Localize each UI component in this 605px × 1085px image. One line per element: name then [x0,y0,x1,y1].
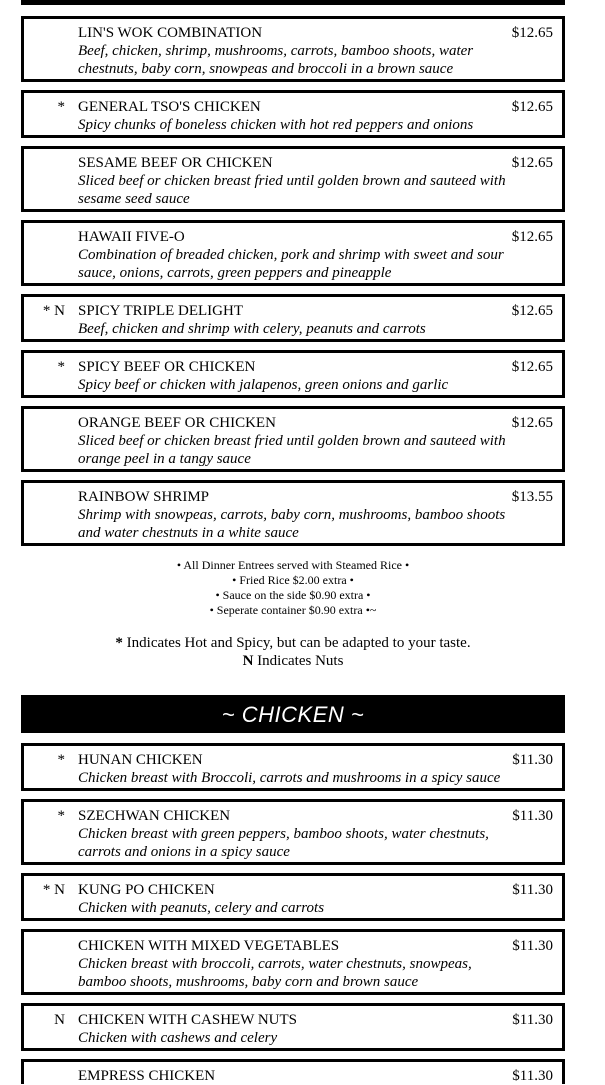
note-line: • Seperate container $0.90 extra •~ [209,603,377,617]
item-description: Spicy chunks of boneless chicken with hot red peppers and onions [78,117,474,133]
item-price: $11.30 [512,1068,553,1084]
note-line: • Sauce on the side $0.90 extra • [215,588,371,602]
item-description: Chicken breast with broccoli, carrots, water chestnuts, snowpeas, bamboo shoots, mushrooms, baby corn and brown sauce [78,956,472,990]
menu-item [21,16,565,82]
item-price: $11.30 [512,808,553,824]
legend-nuts-text: Indicates Nuts [253,653,344,669]
menu-item [21,929,565,995]
item-description: Chicken with cashews and celery [78,1030,278,1046]
item-price: $13.55 [511,489,553,505]
item-price: $11.30 [512,752,553,768]
item-price: $12.65 [511,415,553,431]
legend-hot-symbol: * [115,635,123,651]
item-mark: * [57,752,65,768]
item-price: $12.65 [511,359,553,375]
menu-item [21,146,565,212]
legend-hot-text: Indicates Hot and Spicy, but can be adapted to your taste. [122,635,471,651]
item-price: $11.30 [512,1012,553,1028]
menu-item [21,799,565,865]
menu-item [21,294,565,342]
legend-nuts [21,652,565,670]
menu-item [21,90,565,138]
legend [21,634,565,670]
item-description: Beef, chicken and shrimp with celery, peanuts and carrots [78,321,426,337]
menu-item [21,743,565,791]
item-name: CHICKEN WITH MIXED VEGETABLES [78,938,340,954]
item-price: $12.65 [511,25,553,41]
menu-item [21,350,565,398]
item-name: CHICKEN WITH CASHEW NUTS [78,1012,298,1028]
item-mark: * N [42,303,65,319]
item-price: $11.30 [512,938,553,954]
item-mark: * [57,808,65,824]
item-price: $12.65 [511,229,553,245]
item-price: $11.30 [512,882,553,898]
item-description: Chicken breast with Broccoli, carrots and mushrooms in a spicy sauce [78,770,501,786]
item-name: SZECHWAN CHICKEN [78,808,231,824]
menu-item [21,480,565,546]
top-divider [21,0,565,5]
item-name: SPICY BEEF OR CHICKEN [78,359,256,375]
item-price: $12.65 [511,303,553,319]
item-description: Chicken with peanuts, celery and carrots [78,900,325,916]
legend-hot [21,634,565,652]
legend-nuts-symbol: N [242,653,254,669]
item-name: RAINBOW SHRIMP [78,489,209,505]
item-name: ORANGE BEEF OR CHICKEN [78,415,276,431]
item-description: Beef, chicken, shrimp, mushrooms, carrots, bamboo shoots, water chestnuts, baby corn, snowpeas and broccoli in a brown sauce [78,43,474,77]
item-description: Sliced beef or chicken breast fried until golden brown and sauteed with orange peel in a tangy sauce [78,433,506,467]
item-mark: * [57,359,65,375]
section-header-chicken: ~ CHICKEN ~ [21,695,565,733]
menu-item [21,1003,565,1051]
menu-item [21,220,565,286]
item-description: Shrimp with snowpeas, carrots, baby corn, mushrooms, bamboo shoots and water chestnuts in a white sauce [78,507,506,541]
item-name: HUNAN CHICKEN [78,752,203,768]
dinner-notes [21,558,565,618]
item-name: EMPRESS CHICKEN [78,1068,216,1084]
item-description: Chicken breast with green peppers, bamboo shoots, water chestnuts, carrots and onions in a spicy sauce [78,826,489,860]
menu-item [21,1059,565,1084]
note-line: • Fried Rice $2.00 extra • [232,573,354,587]
item-description: Combination of breaded chicken, pork and shrimp with sweet and sour sauce, onions, carrots, green peppers and pineapple [78,247,504,281]
item-mark: * N [42,882,65,898]
item-name: LIN'S WOK COMBINATION [78,25,263,41]
item-mark: N [54,1012,65,1028]
menu-item [21,873,565,921]
item-price: $12.65 [511,155,553,171]
note-line: • All Dinner Entrees served with Steamed Rice • [176,558,410,572]
item-description: Sliced beef or chicken breast fried until golden brown and sauteed with sesame seed sauce [78,173,506,207]
item-mark: * [57,99,65,115]
item-price: $12.65 [511,99,553,115]
item-name: KUNG PO CHICKEN [78,882,215,898]
item-name: SPICY TRIPLE DELIGHT [78,303,243,319]
item-name: SESAME BEEF OR CHICKEN [78,155,273,171]
menu-item [21,406,565,472]
item-description: Spicy beef or chicken with jalapenos, green onions and garlic [78,377,449,393]
item-name: HAWAII FIVE-O [78,229,185,245]
item-name: GENERAL TSO'S CHICKEN [78,99,261,115]
